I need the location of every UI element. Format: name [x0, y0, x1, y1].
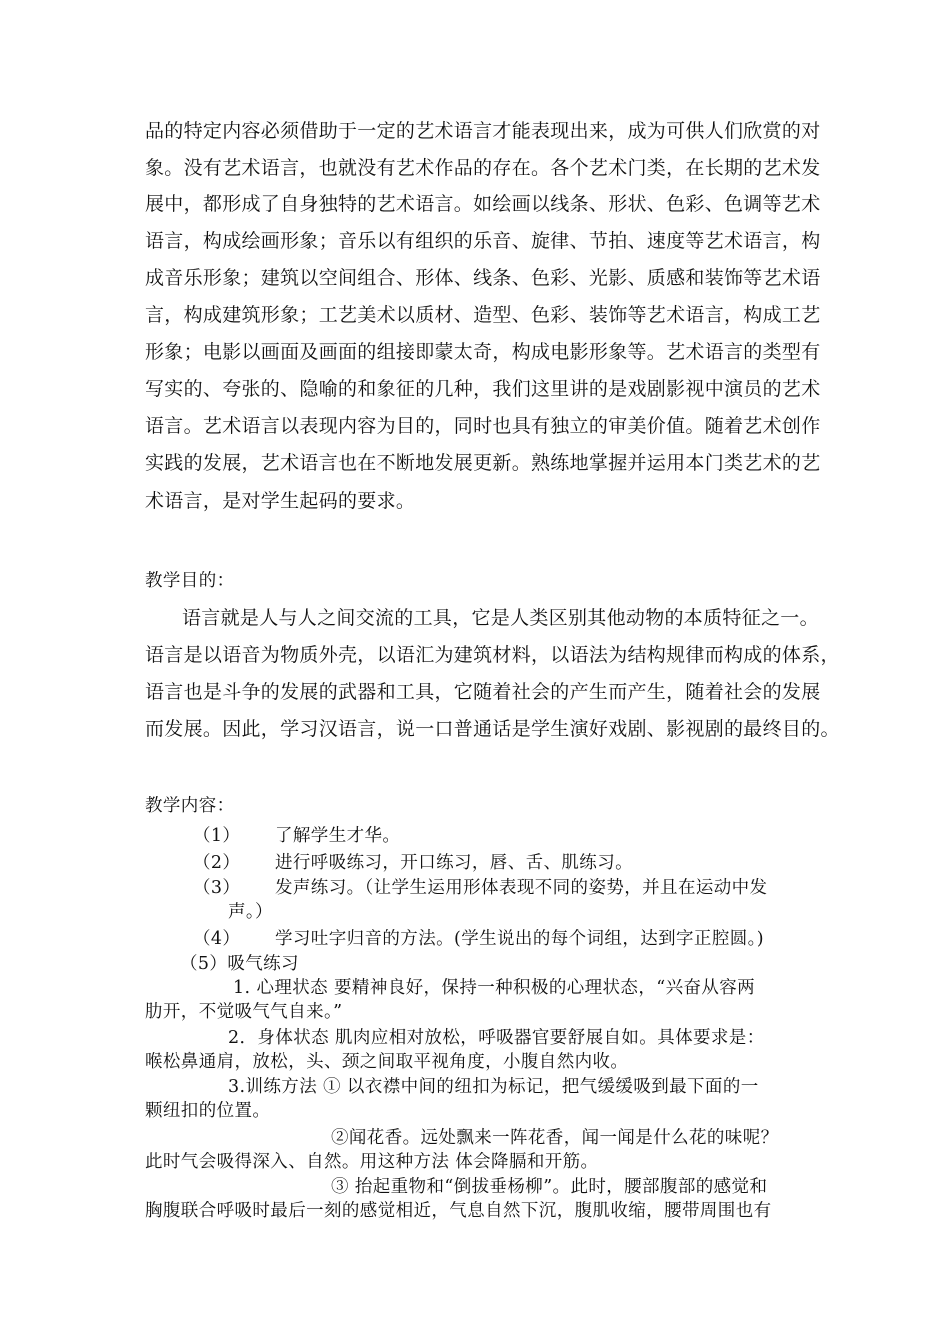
objective-line: 语言是以语音为物质外壳，以语汇为建筑材料，以语法为结构规律而构成的体系，: [145, 644, 840, 666]
item-text: 发声练习。（让学生运用形体表现不同的姿势，并且在运动中发: [275, 878, 768, 898]
intro-line: 展中，都形成了自身独特的艺术语言。如绘画以线条、形状、色彩、色调等艺术: [145, 193, 821, 215]
sub-line: 2．身体状态 肌肉应相对放松，呼吸器官要舒展自如。具体要求是：: [228, 1028, 765, 1048]
objective-heading: 教学目的：: [145, 571, 235, 591]
intro-line: 品的特定内容必须借助于一定的艺术语言才能表现出来，成为可供人们欣赏的对: [145, 120, 821, 142]
content-heading: 教学内容：: [145, 796, 235, 816]
objective-line: 语言也是斗争的发展的武器和工具，它随着社会的产生而产生，随着社会的发展: [145, 681, 821, 703]
intro-line: 言，构成建筑形象；工艺美术以质材、造型、色彩、装饰等艺术语言，构成工艺: [145, 304, 821, 326]
sub-line: 喉松鼻通肩，放松，头、颈之间取平视角度，小腹自然内收。: [145, 1052, 629, 1072]
sub-line: ③ 抬起重物和“倒拔垂杨柳”。此时，腰部腹部的感觉和: [331, 1177, 768, 1197]
intro-line: 术语言，是对学生起码的要求。: [145, 490, 416, 512]
intro-line: 实践的发展，艺术语言也在不断地发展更新。熟练地掌握并运用本门类艺术的艺: [145, 452, 821, 474]
intro-line: 成音乐形象；建筑以空间组合、形体、线条、色彩、光影、质感和装饰等艺术语: [145, 267, 821, 289]
item-five-heading: （5）吸气练习: [180, 954, 299, 974]
item-number: （2）: [193, 853, 241, 873]
intro-line: 形象；电影以画面及画面的组接即蒙太奇，构成电影形象等。艺术语言的类型有: [145, 341, 821, 363]
sub-line: 颗纽扣的位置。: [145, 1101, 271, 1121]
intro-line: 写实的、夸张的、隐喻的和象征的几种，我们这里讲的是戏剧影视中演员的艺术: [145, 378, 821, 400]
sub-line: 肋开，不觉吸气气自来。”: [145, 1002, 343, 1022]
item-text: 进行呼吸练习，开口练习，唇、舌、肌练习。: [275, 853, 633, 873]
item-text: 学习吐字归音的方法。(学生说出的每个词组，达到字正腔圆。): [275, 929, 765, 949]
item-number: （3）: [193, 878, 241, 898]
sub-line: 3.训练方法 ① 以衣襟中间的纽扣为标记，把气缓缓吸到最下面的一: [228, 1077, 759, 1097]
intro-line: 语言。艺术语言以表现内容为目的，同时也具有独立的审美价值。随着艺术创作: [145, 415, 821, 437]
item-text: 了解学生才华。: [275, 826, 401, 846]
sub-line: 此时气会吸得深入、自然。用这种方法 体会降膈和开筋。: [145, 1152, 599, 1172]
item-number: （1）: [193, 826, 241, 846]
item-text: 声。）: [228, 902, 273, 922]
sub-line: 胸腹联合呼吸时最后一刻的感觉相近，气息自然下沉，腹肌收缩，腰带周围也有: [145, 1201, 772, 1221]
intro-line: 语言，构成绘画形象；音乐以有组织的乐音、旋律、节拍、速度等艺术语言，构: [145, 230, 821, 252]
sub-line: 1. 心理状态 要精神良好，保持一种积极的心理状态，“兴奋从容两: [233, 978, 756, 998]
objective-line: 而发展。因此，学习汉语言，说一口普通话是学生演好戏剧、影视剧的最终目的。: [145, 718, 840, 740]
objective-line: 语言就是人与人之间交流的工具，它是人类区别其他动物的本质特征之一。: [182, 607, 819, 629]
intro-line: 象。没有艺术语言，也就没有艺术作品的存在。各个艺术门类，在长期的艺术发: [145, 157, 821, 179]
sub-line: ②闻花香。远处飘来一阵花香，闻一闻是什么花的味呢？: [331, 1128, 779, 1148]
item-number: （4）: [193, 929, 241, 949]
